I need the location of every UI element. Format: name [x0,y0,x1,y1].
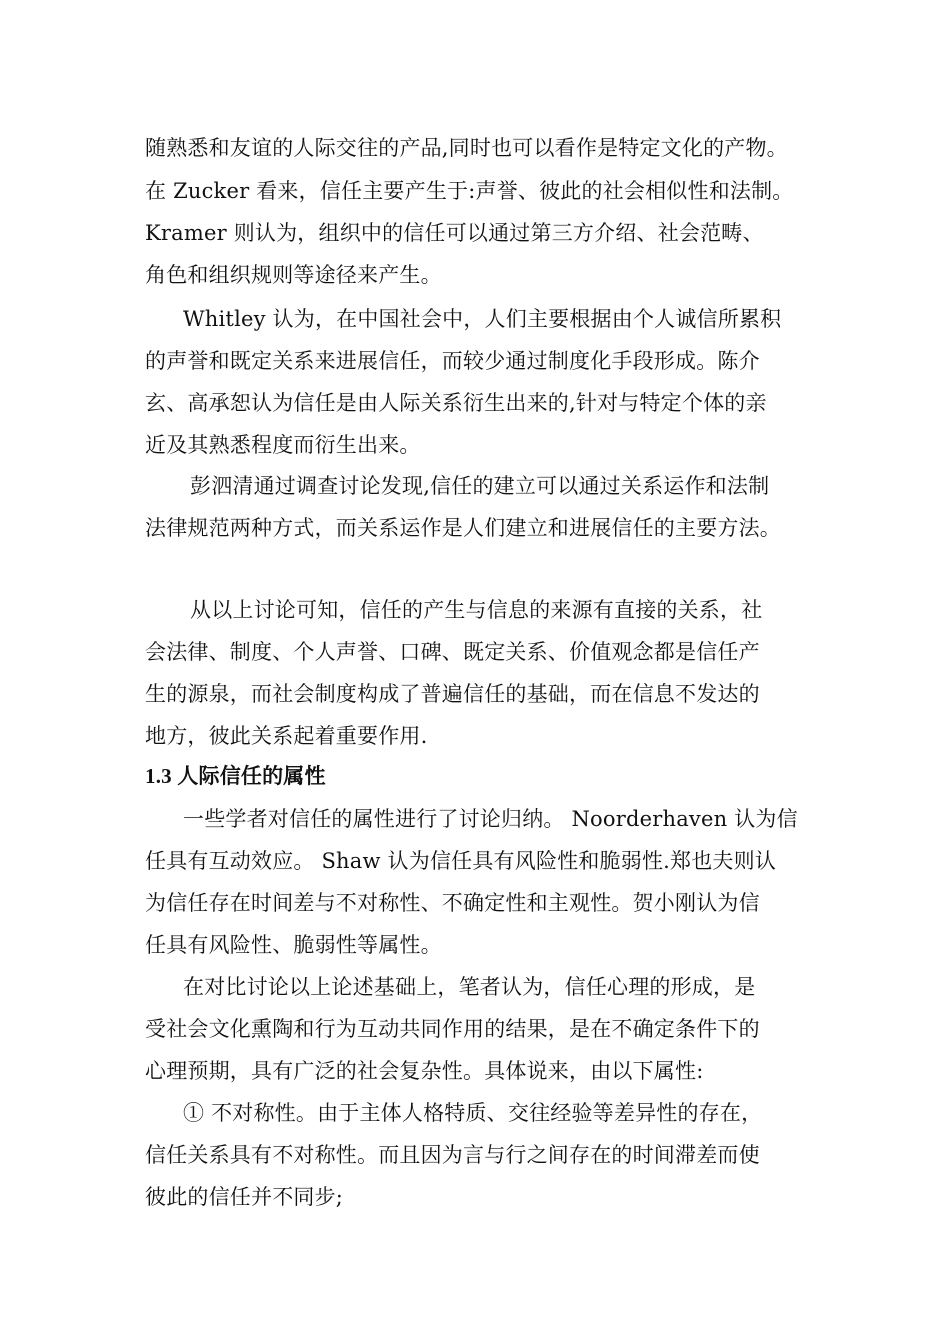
section-heading: 1.3 人际信任的属性 [145,764,326,788]
text-line: 的声誉和既定关系来进展信任，而较少通过制度化手段形成。陈介 [145,349,760,373]
text-line: 任具有风险性、脆弱性等属性。 [145,933,442,957]
text-line: 任具有互动效应。 Shaw 认为信任具有风险性和脆弱性.郑也夫则认 [145,849,777,873]
text-line: 会法律、制度、个人声誉、口碑、既定关系、价值观念都是信任产 [145,640,760,664]
text-line: 地方，彼此关系起着重要作用. [145,724,428,748]
text-line: 为信任存在时间差与不对称性、不确定性和主观性。贺小刚认为信 [145,891,760,915]
text-line: 彭泗清通过调查讨论发现,信任的建立可以通过关系运作和法制 [190,474,770,498]
text-line: ① 不对称性。由于主体人格特质、交往经验等差异性的存在， [183,1101,763,1125]
text-line: 随熟悉和友谊的人际交往的产品,同时也可以看作是特定文化的产物。 [145,136,788,160]
text-line: 彼此的信任并不同步; [145,1185,344,1209]
text-line: 一些学者对信任的属性进行了讨论归纳。 Noorderhaven 认为信 [183,807,798,831]
text-line: Kramer 则认为，组织中的信任可以通过第三方介绍、社会范畴、 [145,221,764,245]
text-line: 在对比讨论以上论述基础上，笔者认为，信任心理的形成，是 [183,975,756,999]
text-line: 角色和组织规则等途径来产生。 [145,263,442,287]
text-line: 信任关系具有不对称性。而且因为言与行之间存在的时间滞差而使 [145,1143,760,1167]
text-line: Whitley 认为，在中国社会中，人们主要根据由个人诚信所累积 [183,307,782,331]
text-line: 从以上讨论可知，信任的产生与信息的来源有直接的关系，社 [190,598,763,622]
text-line: 心理预期，具有广泛的社会复杂性。具体说来，由以下属性: [145,1059,704,1083]
text-line: 生的源泉，而社会制度构成了普遍信任的基础，而在信息不发达的 [145,682,760,706]
text-line: 玄、高承恕认为信任是由人际关系衍生出来的,针对与特定个体的亲 [145,391,767,415]
text-line: 在 Zucker 看来，信任主要产生于:声誉、彼此的社会相似性和法制。 [145,179,794,203]
text-line: 近及其熟悉程度而衍生出来。 [145,433,421,457]
text-line: 法律规范两种方式，而关系运作是人们建立和进展信任的主要方法。 [145,516,781,540]
text-line: 受社会文化熏陶和行为互动共同作用的结果，是在不确定条件下的 [145,1017,760,1041]
